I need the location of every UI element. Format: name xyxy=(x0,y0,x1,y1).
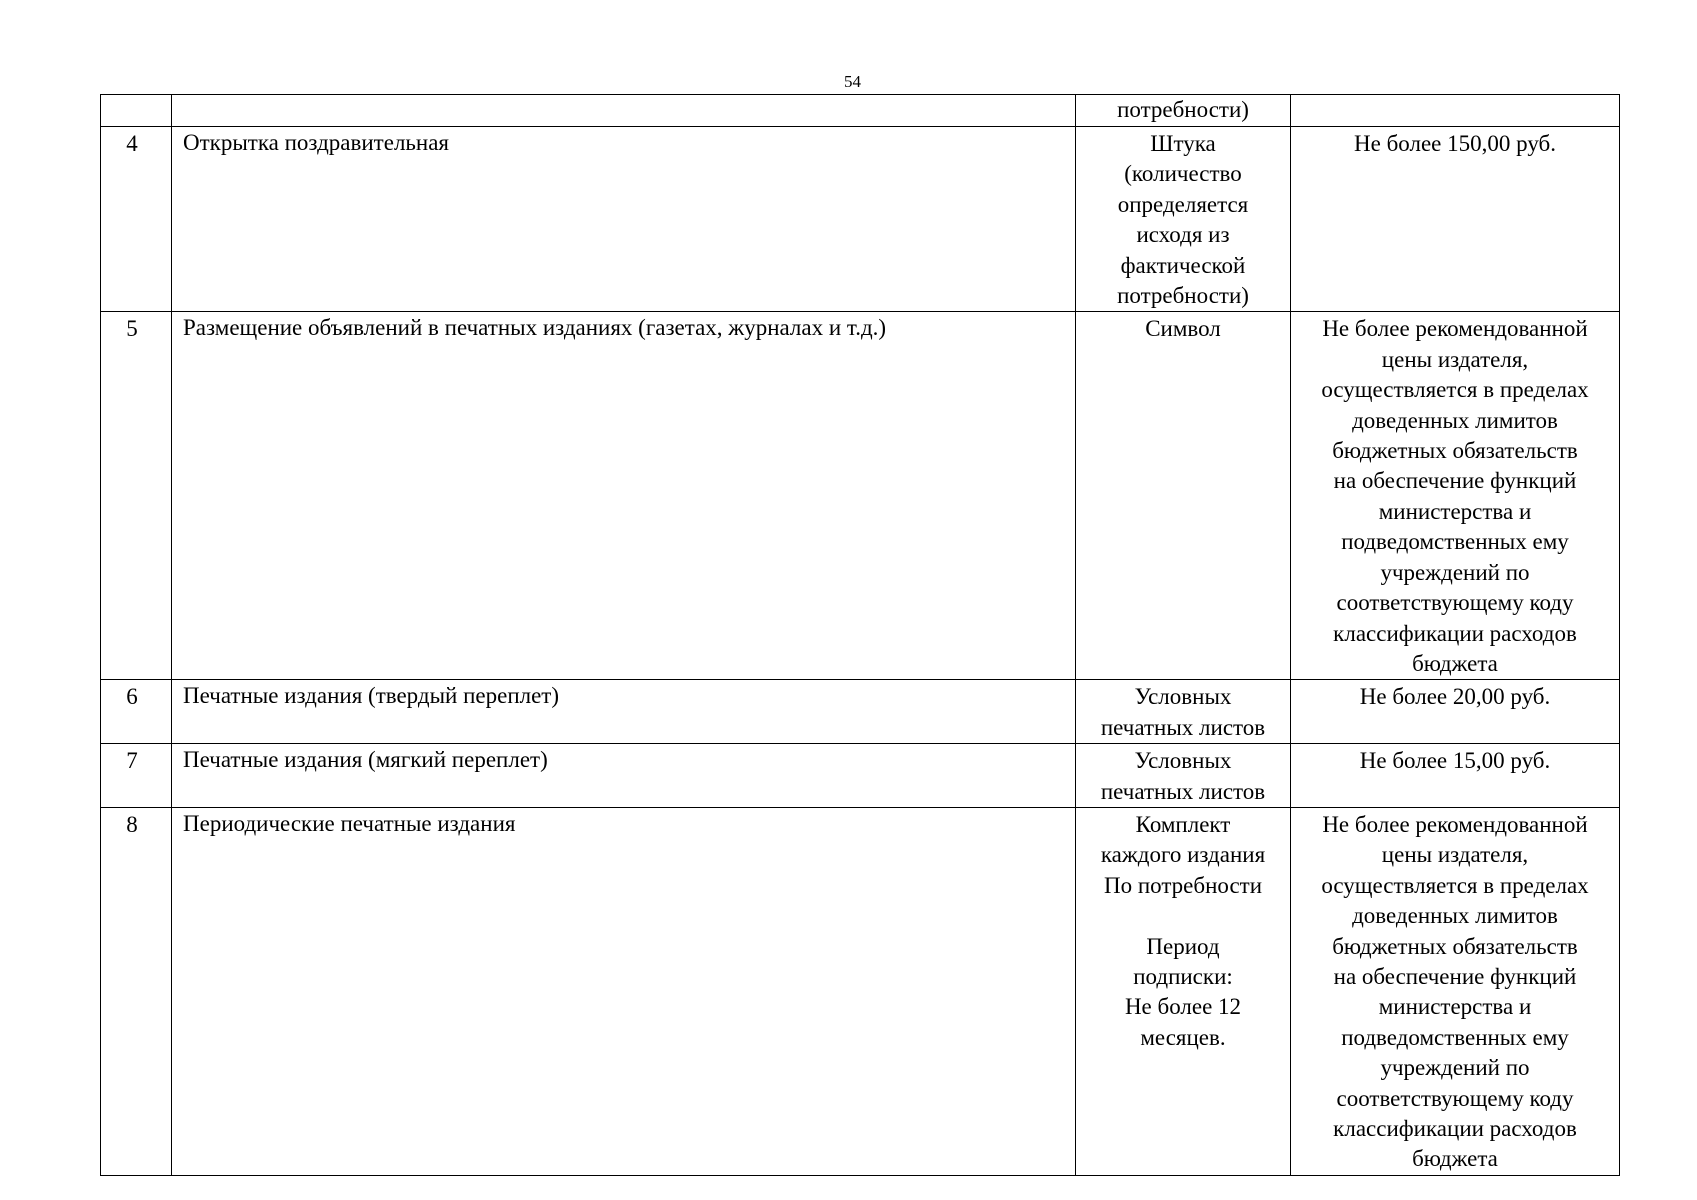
cell-text-line: цены издателя, xyxy=(1381,346,1529,372)
table-row xyxy=(101,127,1620,312)
table-body xyxy=(101,95,1620,1176)
price-cell xyxy=(1291,95,1620,127)
cell-text-line: Не более 20,00 руб. xyxy=(1359,684,1551,710)
cell-text-line: цены издателя, xyxy=(1381,842,1529,868)
item-name-cell: Печатные издания (мягкий переплет) xyxy=(172,744,1076,808)
cell-text-line: министерства и xyxy=(1378,498,1532,524)
cell-text-line: соответствующему коду xyxy=(1336,1085,1574,1111)
cell-text-line: министерства и xyxy=(1378,994,1532,1020)
cell-text-line: подведомственных ему xyxy=(1341,1024,1569,1050)
cell-text-line: осуществляется в пределах xyxy=(1321,872,1589,898)
cell-text-line: на обеспечение функций xyxy=(1333,963,1577,989)
item-name-cell xyxy=(172,95,1076,127)
cell-text-line: Символ xyxy=(1145,316,1221,342)
cell-text-line: Условных xyxy=(1134,684,1232,710)
price-cell xyxy=(1291,127,1620,312)
blank-line xyxy=(1076,901,1290,931)
item-name-cell: Открытка поздравительная xyxy=(172,127,1076,312)
cell-text-line: потребности) xyxy=(1117,97,1249,122)
cell-text-line: бюджета xyxy=(1412,650,1498,676)
cell-text-line: учреждений по xyxy=(1380,1055,1530,1081)
unit-cell xyxy=(1076,744,1291,808)
cell-text-line: печатных листов xyxy=(1100,714,1266,740)
cell-text-line: доведенных лимитов xyxy=(1352,903,1558,929)
row-number-cell: 4 xyxy=(101,127,172,312)
price-cell xyxy=(1291,807,1620,1175)
item-name-cell: Периодические печатные издания xyxy=(172,807,1076,1175)
requirements-table xyxy=(100,94,1620,1176)
cell-text-line: Не более 12 xyxy=(1124,994,1242,1020)
cell-text-line: соответствующему коду xyxy=(1336,590,1574,616)
price-cell xyxy=(1291,312,1620,680)
cell-text-line: осуществляется в пределах xyxy=(1321,377,1589,403)
price-cell xyxy=(1291,744,1620,808)
cell-text-line: Не более рекомендованной xyxy=(1322,316,1588,342)
unit-cell xyxy=(1076,127,1291,312)
row-number-cell: 8 xyxy=(101,807,172,1175)
cell-text-line: исходя из xyxy=(1136,222,1230,248)
cell-text-line: бюджетных обязательств xyxy=(1332,438,1578,464)
row-number-cell: 5 xyxy=(101,312,172,680)
cell-text-line: Условных xyxy=(1134,748,1232,774)
table-row xyxy=(101,312,1620,680)
cell-text-line: определяется xyxy=(1117,191,1249,217)
cell-text-line: на обеспечение функций xyxy=(1333,468,1577,494)
table-row xyxy=(101,744,1620,808)
cell-text-line: классификации расходов xyxy=(1333,1116,1577,1141)
cell-text-line: бюджетных обязательств xyxy=(1332,933,1578,959)
unit-cell xyxy=(1076,807,1291,1175)
cell-text-line: (количество xyxy=(1124,161,1242,187)
cell-text-line: Период xyxy=(1146,933,1220,959)
cell-text-line: учреждений по xyxy=(1380,559,1530,585)
price-cell xyxy=(1291,680,1620,744)
item-name-cell: Печатные издания (твердый переплет) xyxy=(172,680,1076,744)
row-number-cell: 6 xyxy=(101,680,172,744)
cell-text-line: печатных листов xyxy=(1100,778,1266,804)
row-number-cell: 7 xyxy=(101,744,172,808)
item-name-cell: Размещение объявлений в печатных изданиях (газетах, журналах и т.д.) xyxy=(172,312,1076,680)
unit-cell xyxy=(1076,95,1291,127)
cell-text-line: По потребности xyxy=(1103,872,1263,898)
table-row-continuation xyxy=(101,95,1620,127)
cell-text-line: подписки: xyxy=(1133,963,1233,989)
cell-text-line: Не более 150,00 руб. xyxy=(1354,131,1556,156)
cell-text-line: Штука xyxy=(1150,131,1216,156)
table-row xyxy=(101,680,1620,744)
cell-text-line: фактической xyxy=(1120,252,1246,278)
cell-text-line: бюджета xyxy=(1412,1146,1498,1172)
page-number: 54 xyxy=(844,72,861,91)
cell-text-line: месяцев. xyxy=(1140,1024,1226,1050)
cell-text-line: Не более рекомендованной xyxy=(1322,811,1588,837)
cell-text-line: Не более 15,00 руб. xyxy=(1359,748,1551,774)
cell-text-line: доведенных лимитов xyxy=(1352,407,1558,433)
cell-text-line: каждого издания xyxy=(1100,842,1266,868)
unit-cell xyxy=(1076,680,1291,744)
cell-text-line: Комплект xyxy=(1135,811,1231,837)
cell-text-line: классификации расходов xyxy=(1333,620,1577,646)
cell-text-line: подведомственных ему xyxy=(1341,529,1569,555)
cell-text-line: потребности) xyxy=(1117,283,1249,309)
unit-cell xyxy=(1076,312,1291,680)
table-row xyxy=(101,807,1620,1175)
row-number-cell xyxy=(101,95,172,127)
